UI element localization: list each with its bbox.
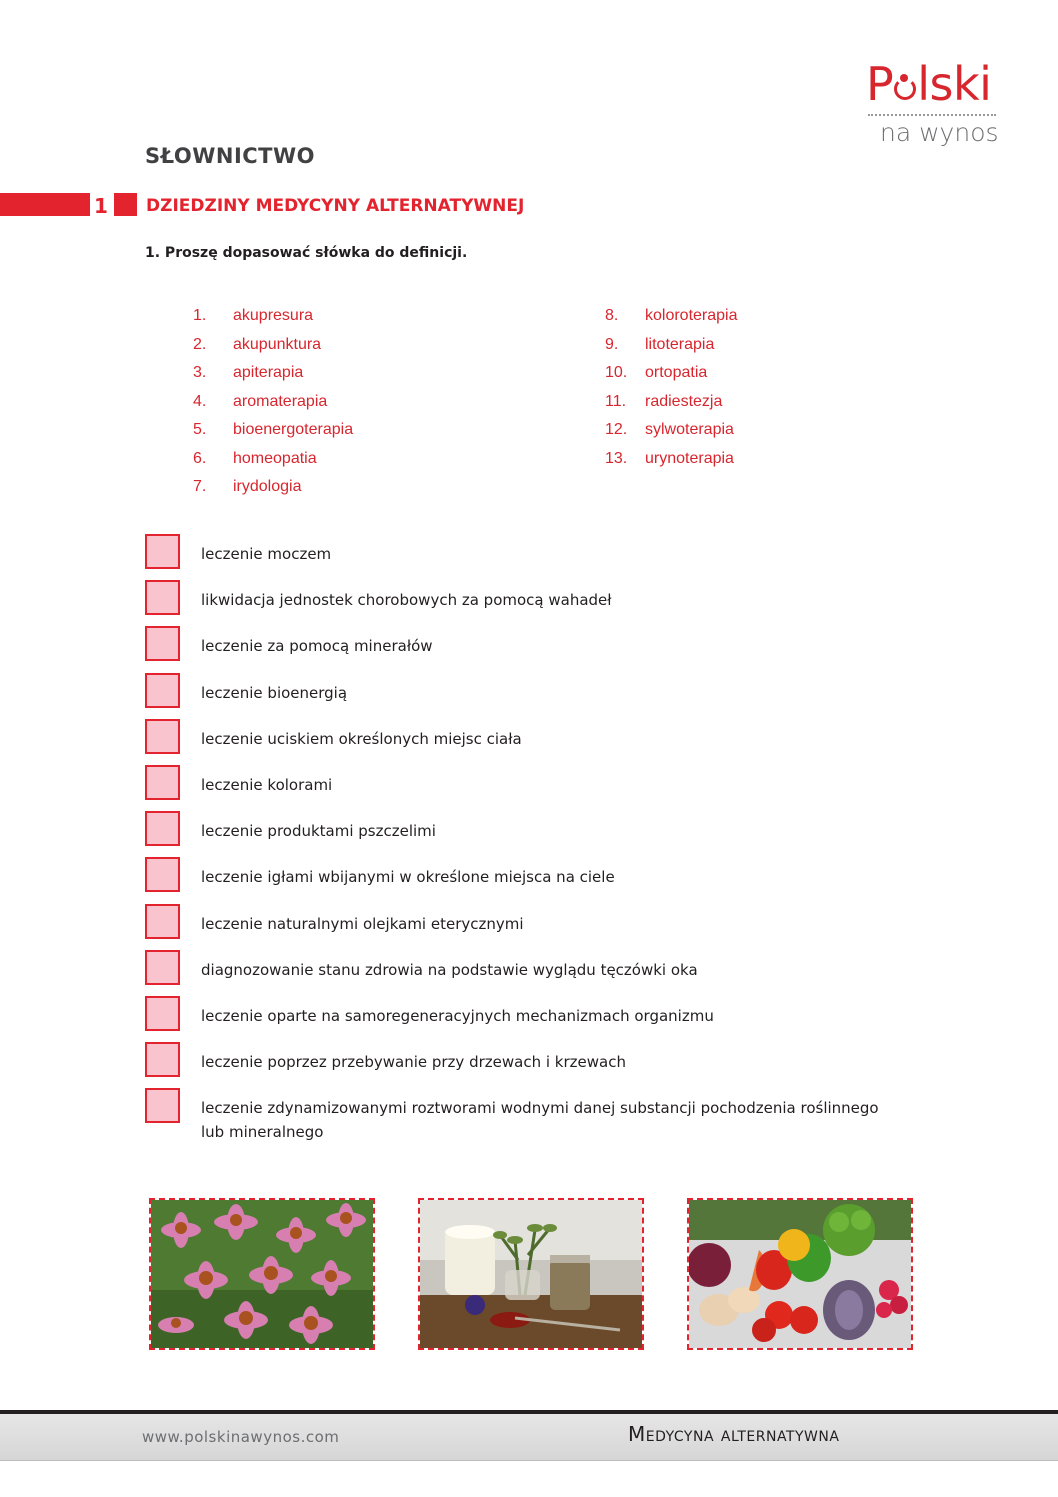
definition-text: leczenie poprzez przebywanie przy drzewach i krzewach (201, 1053, 626, 1072)
term-number: 1. (193, 307, 207, 324)
section-red-bar (0, 193, 90, 216)
term-item (605, 391, 738, 420)
term-label: koloroterapia (645, 307, 738, 324)
section-heading: DZIEDZINY MEDYCYNY ALTERNATYWNEJ (146, 196, 525, 216)
answer-box[interactable] (145, 1088, 180, 1123)
term-item (193, 362, 353, 391)
answer-box[interactable] (145, 904, 180, 939)
footer-website-url: www.polskinawynos.com (142, 1428, 340, 1446)
term-number: 11. (605, 392, 627, 410)
answer-box[interactable] (145, 626, 180, 661)
term-item (193, 334, 353, 363)
definition-row (145, 809, 945, 855)
answer-box[interactable] (145, 673, 180, 708)
term-item (193, 391, 353, 420)
answer-box[interactable] (145, 811, 180, 846)
definition-row (145, 948, 945, 994)
exercise-instruction: 1. Proszę dopasować słówka do definicji. (145, 245, 468, 261)
term-number: 13. (605, 449, 628, 467)
term-number: 5. (193, 421, 207, 438)
definition-text: leczenie produktami pszczelimi (201, 822, 436, 841)
logo (866, 56, 1000, 156)
term-number: 8. (605, 307, 619, 324)
definition-row (145, 717, 945, 763)
section-red-square (114, 193, 137, 216)
definition-row (145, 624, 945, 670)
definition-row (145, 671, 945, 717)
definition-row (145, 994, 945, 1040)
term-label: aromaterapia (233, 392, 328, 410)
term-number: 2. (193, 335, 207, 353)
definition-row (145, 763, 945, 809)
definition-text: leczenie za pomocą minerałów (201, 637, 433, 656)
definition-row (145, 855, 945, 901)
term-item (605, 334, 738, 363)
term-label: radiestezja (645, 392, 723, 410)
term-item (193, 476, 353, 505)
photo-vegetables (687, 1198, 913, 1350)
term-number: 12. (605, 421, 628, 438)
term-item (605, 419, 738, 448)
term-label: urynoterapia (645, 449, 734, 467)
section-number: 1 (94, 194, 108, 218)
term-label: irydologia (233, 478, 302, 495)
answer-box[interactable] (145, 950, 180, 985)
term-item (193, 448, 353, 477)
term-number: 10. (605, 364, 628, 381)
term-label: sylwoterapia (645, 421, 734, 438)
term-label: apiterapia (233, 364, 304, 381)
term-number: 3. (193, 364, 207, 381)
answer-box[interactable] (145, 719, 180, 754)
definition-row (145, 532, 945, 578)
term-number: 4. (193, 392, 207, 410)
term-item (605, 305, 738, 334)
definition-text: leczenie kolorami (201, 775, 333, 794)
term-item (193, 419, 353, 448)
term-label: ortopatia (645, 364, 708, 381)
definition-text: diagnozowanie stanu zdrowia na podstawie wyglądu tęczówki oka (201, 960, 698, 979)
definition-text: leczenie oparte na samoregeneracyjnych mechanizmach organizmu (201, 1006, 714, 1025)
answer-box[interactable] (145, 996, 180, 1031)
definition-text: leczenie bioenergią (201, 683, 348, 702)
term-number: 7. (193, 478, 207, 495)
terms-right-column (605, 305, 738, 476)
terms-left-column (193, 305, 353, 505)
photo-echinacea-flowers (149, 1198, 375, 1350)
term-item (605, 448, 738, 477)
answer-box[interactable] (145, 580, 180, 615)
photo-herbal-remedies (418, 1198, 644, 1350)
definition-text: leczenie moczem (201, 545, 332, 563)
answer-box[interactable] (145, 765, 180, 800)
definition-row (145, 1040, 945, 1086)
term-item (605, 362, 738, 391)
term-label: akupresura (233, 307, 314, 324)
definition-text: leczenie naturalnymi olejkami eterycznymi (201, 914, 524, 933)
logo-wordmark (866, 56, 991, 112)
logo-divider (868, 114, 996, 116)
definition-text: likwidacja jednostek chorobowych za pomocą wahadeł (201, 591, 612, 610)
definitions-list (145, 532, 945, 1146)
definition-text: leczenie uciskiem określonych miejsc ciała (201, 729, 522, 748)
term-label: akupunktura (233, 335, 322, 353)
answer-box[interactable] (145, 857, 180, 892)
term-item (193, 305, 353, 334)
term-label: litoterapia (645, 335, 715, 353)
definition-text: leczenie igłami wbijanymi w określone miejsca na ciele (201, 868, 615, 887)
term-number: 6. (193, 449, 207, 467)
term-label: homeopatia (233, 449, 317, 467)
logo-subtitle: na wynos (880, 118, 999, 147)
section-title: SŁOWNICTWO (145, 144, 316, 168)
answer-box[interactable] (145, 534, 180, 569)
answer-box[interactable] (145, 1042, 180, 1077)
term-number: 9. (605, 335, 619, 353)
logo-letters: lski (917, 57, 992, 111)
definition-row (145, 1086, 945, 1146)
logo-letter-p: P (866, 57, 894, 111)
definition-row (145, 902, 945, 948)
logo-o-symbol (894, 72, 916, 100)
footer-topic-title: Medycyna alternatywna (628, 1422, 840, 1446)
definition-row (145, 578, 945, 624)
term-label: bioenergoterapia (233, 421, 354, 438)
definition-text: leczenie zdynamizowanymi roztworami wodnymi danej substancji pochodzenia roślinnego lub mineralnego (201, 1099, 879, 1142)
